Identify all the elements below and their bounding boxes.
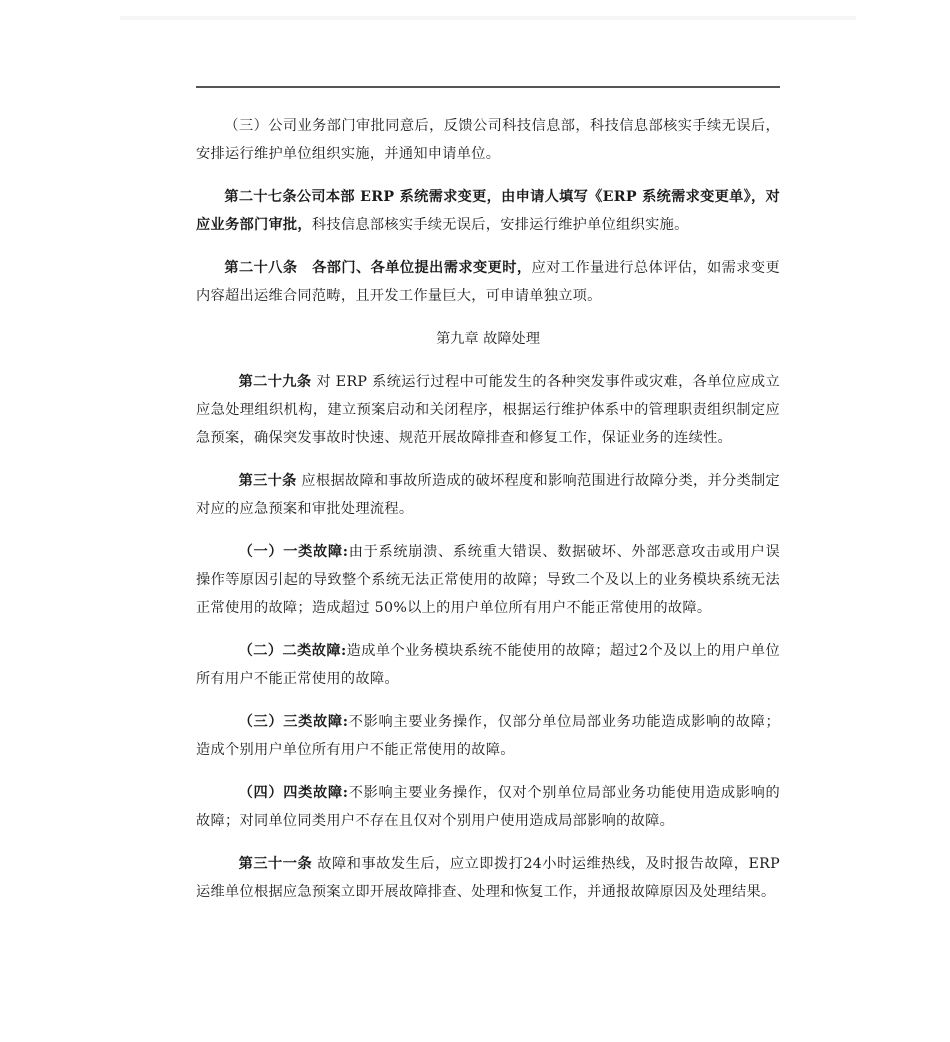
paragraph-class-1-fault: （一）一类故障:由于系统崩溃、系统重大错误、数据破坏、外部恶意攻击或用户误操作等原因引起的导致整个系统无法正常使用的故障；导致二个及以上的业务模块系统无法正常使用的故障；造成超过 50%以上的用户单位所有用户不能正常使用的故障。 (196, 544, 780, 616)
paragraph-class-4-fault: （四）四类故障:不影响主要业务操作，仅对个别单位局部业务功能使用造成影响的故障；对同单位同类用户不存在且仅对个别用户使用造成局部影响的故障。 (196, 785, 780, 829)
paragraph-article-29: 第二十九条 对 ERP 系统运行过程中可能发生的各种突发事件或灾难，各单位应成立应急处理组织机构，建立预案启动和关闭程序，根据运行维护体系中的管理职责组织制定应急预案，确保突发事故时快速、规范开展故障排查和修复工作，保证业务的连续性。 (196, 374, 780, 446)
document-body (196, 112, 780, 921)
header-rule (196, 86, 780, 88)
chapter-title: 第九章 故障处理 (436, 331, 540, 347)
paragraph-article-31: 第三十一条 故障和事故发生后，应立即拨打24小时运维热线，及时报告故障，ERP 运维单位根据应急预案立即开展故障排查、处理和恢复工作，并通报故障原因及处理结果。 (196, 856, 780, 900)
paragraph-class-3-fault: （三）三类故障:不影响主要业务操作，仅部分单位局部业务功能造成影响的故障；造成个别用户单位所有用户不能正常使用的故障。 (196, 714, 780, 758)
paragraph-approval-feedback: （三）公司业务部门审批同意后，反馈公司科技信息部，科技信息部核实手续无误后，安排运行维护单位组织实施，并通知申请单位。 (196, 118, 780, 162)
paragraph-class-2-fault: （二）二类故障:造成单个业务模块系统不能使用的故障；超过2个及以上的用户单位所有用户不能正常使用的故障。 (196, 643, 781, 687)
paragraph-article-30: 第三十条 应根据故障和事故所造成的破坏程度和影响范围进行故障分类，并分类制定对应的应急预案和审批处理流程。 (196, 473, 780, 517)
page-top-shadow (120, 16, 856, 20)
paragraph-article-28: 第二十八条 各部门、各单位提出需求变更时，应对工作量进行总体评估，如需求变更内容超出运维合同范畴，且开发工作量巨大，可申请单独立项。 (196, 260, 780, 304)
paragraph-article-27: 第二十七条公司本部 ERP 系统需求变更，由申请人填写《ERP 系统需求变更单》，对应业务部门审批，科技信息部核实手续无误后，安排运行维护单位组织实施。 (196, 189, 780, 233)
